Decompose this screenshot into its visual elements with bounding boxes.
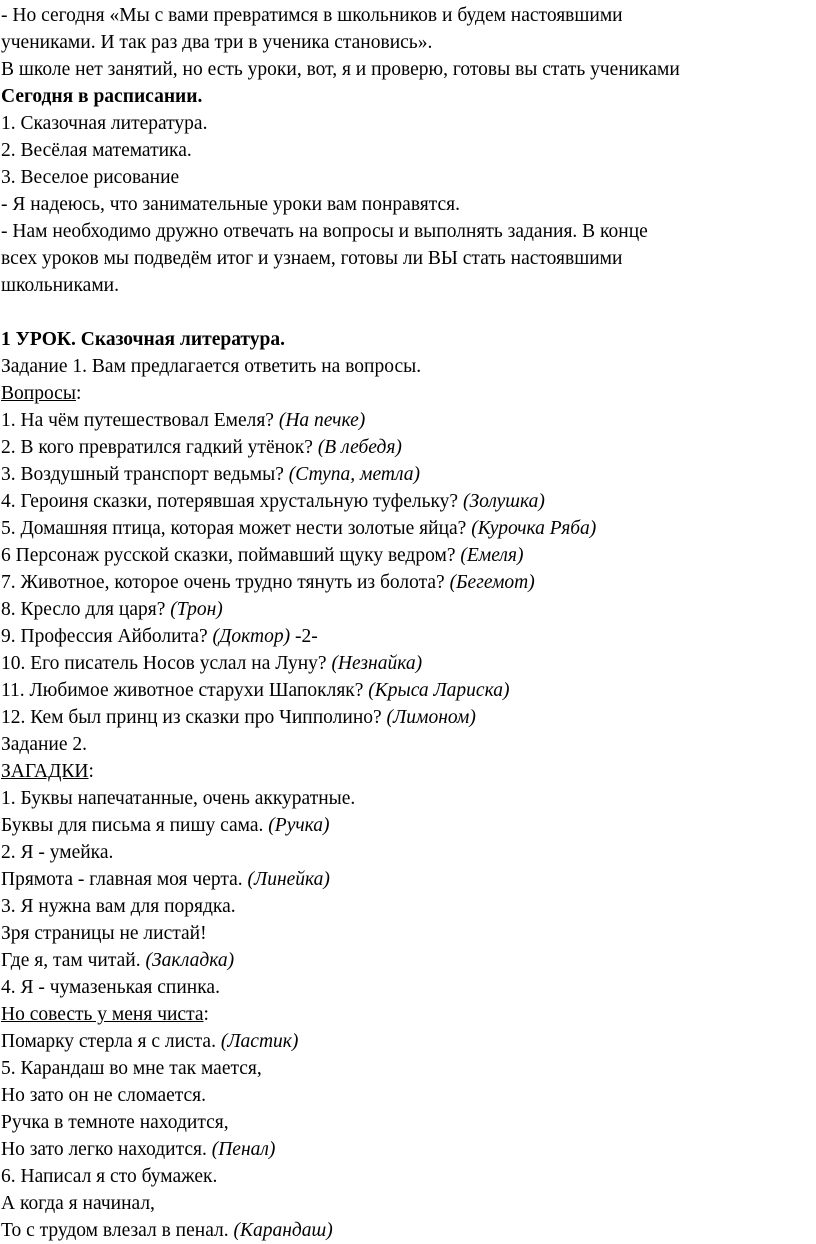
riddle-answer: (Пенал) [211, 1139, 276, 1160]
question-line [1, 650, 422, 677]
riddle-line: 3. Я нужна вам для порядка. [1, 896, 236, 917]
question-text: 12. Кем был принц из сказки про Чипполино? [1, 707, 387, 728]
question-text: 6 Персонаж русской сказки, поймавший щуку ведром? [1, 545, 461, 566]
question-answer: (В лебедя) [317, 437, 402, 458]
question-answer: (На печке) [278, 410, 366, 431]
riddle-answer: (Линейка) [247, 869, 330, 890]
schedule-item: 1. Сказочная литература. [1, 113, 208, 134]
task-1-title: Задание 1. Вам предлагается ответить на вопросы. [1, 356, 422, 377]
question-answer: (Курочка Ряба) [471, 518, 597, 539]
question-text: 7. Животное, которое очень трудно тянуть из болота? [1, 572, 450, 593]
riddle-line: А когда я начинал, [1, 1193, 155, 1214]
question-line [1, 515, 596, 542]
questions-label-colon: : [75, 383, 82, 404]
riddle-text: Где я, там читай. [1, 950, 146, 971]
intro-line-1: - Но сегодня «Мы с вами превратимся в школьников и будем настоявшими [1, 5, 623, 26]
riddle-line: Зря страницы не листай! [1, 923, 207, 944]
riddle-answer: (Ручка) [268, 815, 330, 836]
intro-line-3: В школе нет занятий, но есть уроки, вот, я и проверю, готовы вы стать учениками [1, 59, 680, 80]
question-answer: (Ступа, метла) [288, 464, 420, 485]
question-text: 10. Его писатель Носов услал на Луну? [1, 653, 332, 674]
question-answer: (Крыса Лариска) [368, 680, 510, 701]
riddle-answer: (Закладка) [145, 950, 235, 971]
page-number: -2- [290, 626, 318, 647]
riddle-line [1, 1217, 333, 1244]
question-line [1, 704, 476, 731]
riddle-text: Буквы для письма я пишу сама. [1, 815, 269, 836]
intro-closing-1: - Нам необходимо дружно отвечать на вопросы и выполнять задания. В конце [1, 221, 648, 242]
riddle-line: Ручка в темноте находится, [1, 1112, 229, 1133]
riddle-line: 1. Буквы напечатанные, очень аккуратные. [1, 788, 356, 809]
question-text: 3. Воздушный транспорт ведьмы? [1, 464, 289, 485]
riddle-line: 2. Я - умейка. [1, 842, 114, 863]
riddles-label-colon: : [88, 761, 94, 782]
question-answer: (Лимоном) [386, 707, 476, 728]
intro-closing-3: школьниками. [1, 275, 119, 296]
riddle-line [1, 1028, 298, 1055]
question-line [1, 407, 365, 434]
questions-label [1, 380, 81, 407]
intro-line-2: учениками. И так раз два три в ученика становись». [1, 32, 433, 53]
riddle-line: 4. Я - чумазенькая спинка. [1, 977, 220, 998]
question-line [1, 542, 523, 569]
question-text: 4. Героиня сказки, потерявшая хрустальную туфельку? [1, 491, 463, 512]
lesson-heading: 1 УРОК. Сказочная литература. [1, 329, 285, 350]
question-text: 8. Кресло для царя? [1, 599, 171, 620]
question-line [1, 569, 535, 596]
questions-label-text: Вопросы [1, 383, 76, 404]
schedule-heading: Сегодня в расписании. [1, 86, 203, 107]
riddle-line [1, 1001, 209, 1028]
riddles-label-text: ЗАГАДКИ [1, 761, 89, 782]
question-text: 9. Профессия Айболита? [1, 626, 213, 647]
riddles-label [1, 758, 94, 785]
riddle-text: : [203, 1004, 209, 1025]
riddle-answer: (Ластик) [220, 1031, 299, 1052]
riddle-line [1, 947, 234, 974]
intro-hope: - Я надеюсь, что занимательные уроки вам понравятся. [1, 194, 460, 215]
question-line [1, 488, 545, 515]
task-2-title: Задание 2. [1, 734, 88, 755]
riddle-line [1, 866, 330, 893]
question-answer: (Золушка) [462, 491, 545, 512]
riddle-line [1, 812, 330, 839]
schedule-item: 2. Весёлая математика. [1, 140, 192, 161]
question-answer: (Доктор) [212, 626, 291, 647]
riddle-text: То с трудом влезал в пенал. [1, 1220, 234, 1241]
riddle-underlined-text: Но совесть у меня чиста [1, 1004, 204, 1025]
question-line [1, 461, 420, 488]
riddle-line [1, 1136, 275, 1163]
riddle-text: Но зато легко находится. [1, 1139, 212, 1160]
question-text: 2. В кого превратился гадкий утёнок? [1, 437, 318, 458]
question-line [1, 623, 318, 650]
riddle-line: 5. Карандаш во мне так мается, [1, 1058, 262, 1079]
riddle-line: Но зато он не сломается. [1, 1085, 207, 1106]
question-text: 5. Домашняя птица, которая может нести золотые яйца? [1, 518, 472, 539]
question-answer: (Бегемот) [449, 572, 535, 593]
question-answer: (Емеля) [460, 545, 524, 566]
question-answer: (Незнайка) [331, 653, 423, 674]
riddle-line: 6. Написал я сто бумажек. [1, 1166, 218, 1187]
riddle-text: Помарку стерла я с листа. [1, 1031, 221, 1052]
question-line [1, 434, 402, 461]
schedule-item: 3. Веселое рисование [1, 167, 180, 188]
question-text: 11. Любимое животное старухи Шапокляк? [1, 680, 369, 701]
riddle-text: Прямота - главная моя черта. [1, 869, 248, 890]
question-line [1, 596, 223, 623]
question-answer: (Трон) [170, 599, 223, 620]
intro-closing-2: всех уроков мы подведём итог и узнаем, готовы ли ВЫ стать настоявшими [1, 248, 623, 269]
question-line [1, 677, 509, 704]
question-text: 1. На чём путешествовал Емеля? [1, 410, 279, 431]
riddle-answer: (Карандаш) [233, 1220, 333, 1241]
